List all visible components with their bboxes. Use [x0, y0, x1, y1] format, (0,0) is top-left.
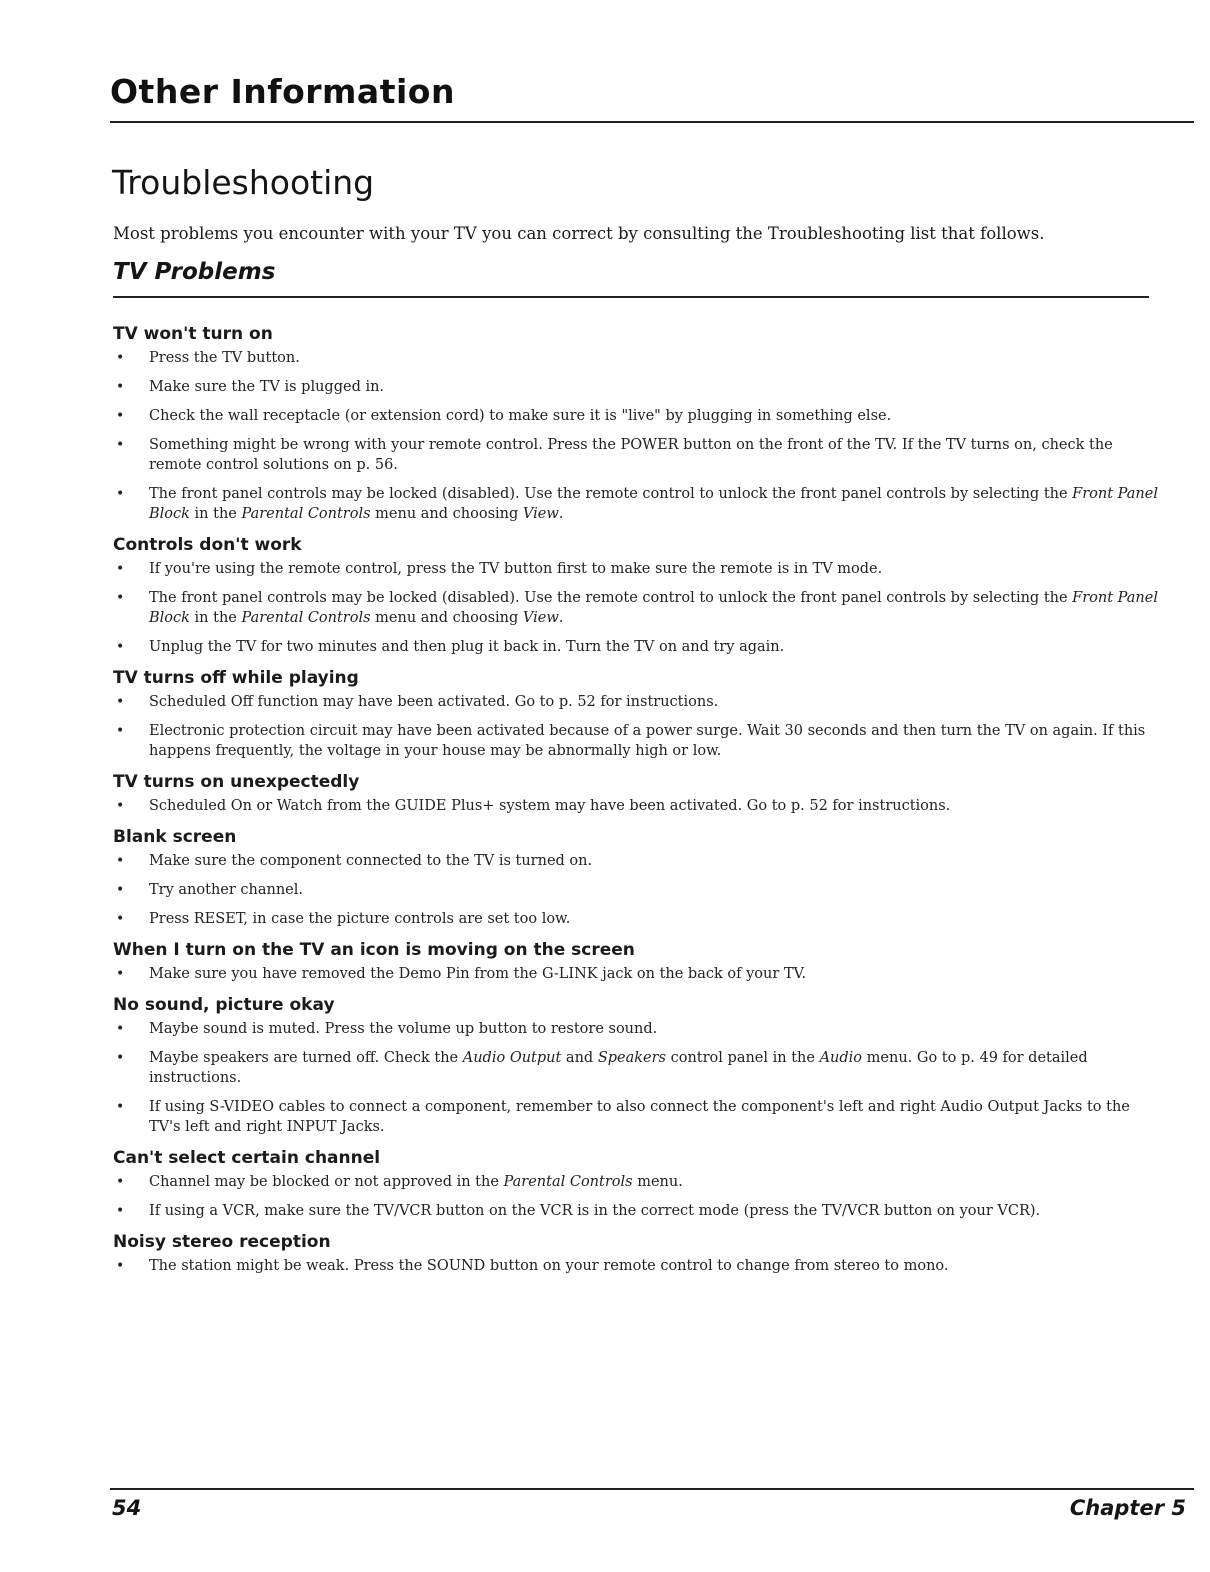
topic-controls-dont-work [113, 533, 1158, 657]
page-title: Troubleshooting [112, 163, 375, 202]
topic-noisy-stereo [113, 1230, 1158, 1276]
list-item: • Check the wall receptacle (or extension cord) to make sure it is "live" by plugging in something else. [116, 408, 892, 424]
list-item: • The front panel controls may be locked (disabled). Use the remote control to unlock the front panel controls by selecting the Front Panel Block in the Parental Controls menu and choosing View. [116, 590, 1158, 626]
list-item: • If using S-VIDEO cables to connect a component, remember to also connect the component's left and right Audio Output Jacks to the TV's left and right INPUT Jacks. [116, 1099, 1130, 1135]
topic-heading: Noisy stereo reception [113, 1232, 331, 1252]
list-item: • Make sure the TV is plugged in. [116, 379, 385, 395]
bullet-icon: • [116, 853, 125, 869]
bullet-icon: • [116, 1174, 125, 1190]
list-item: • Scheduled Off function may have been activated. Go to p. 52 for instructions. [116, 694, 719, 710]
section-divider [113, 296, 1149, 298]
topic-blank-screen [113, 825, 1158, 929]
bullet-icon: • [116, 379, 125, 395]
list-item: • Press RESET, in case the picture controls are set too low. [116, 911, 571, 927]
list-item: • Press the TV button. [116, 350, 300, 366]
topic-icon-moving [113, 938, 1158, 984]
bullet-icon: • [116, 486, 125, 502]
list-item: • Channel may be blocked or not approved in the Parental Controls menu. [116, 1174, 683, 1190]
topic-heading: Controls don't work [113, 535, 302, 555]
bullet-icon: • [116, 798, 125, 814]
list-item: • If using a VCR, make sure the TV/VCR button on the VCR is in the correct mode (press the TV/VCR button on your VCR). [116, 1203, 1041, 1219]
bullet-icon: • [116, 723, 125, 739]
bullet-icon: • [116, 882, 125, 898]
bullet-icon: • [116, 1099, 125, 1115]
topic-heading: TV turns off while playing [113, 668, 359, 688]
bullet-icon: • [116, 966, 125, 982]
bullet-icon: • [116, 1203, 125, 1219]
topic-tv-wont-turn-on [113, 322, 1158, 524]
bullet-icon: • [116, 561, 125, 577]
intro-paragraph: Most problems you encounter with your TV you can correct by consulting the Troubleshooting list that follows. [113, 224, 1045, 243]
topic-heading: TV turns on unexpectedly [113, 772, 360, 792]
bullet-icon: • [116, 437, 125, 453]
section-title: TV Problems [113, 259, 276, 285]
list-item: • Electronic protection circuit may have been activated because of a power surge. Wait 30 seconds and then turn the TV on again. If this happens frequently, the voltage in your house may be abnormally high or low. [116, 723, 1146, 759]
bullet-icon: • [116, 639, 125, 655]
list-item: • Make sure the component connected to the TV is turned on. [116, 853, 593, 869]
chapter-label: Chapter 5 [1069, 1496, 1186, 1520]
topic-heading: Blank screen [113, 827, 237, 847]
bullet-icon: • [116, 694, 125, 710]
topic-heading: Can't select certain channel [113, 1148, 381, 1168]
topic-tv-turns-on-unexpectedly [113, 770, 1158, 816]
bullet-icon: • [116, 1050, 125, 1066]
topic-cant-select-channel [113, 1146, 1158, 1221]
list-item: • Maybe sound is muted. Press the volume up button to restore sound. [116, 1021, 658, 1037]
troubleshooting-list [113, 322, 1158, 1285]
bullet-icon: • [116, 1258, 125, 1274]
bullet-icon: • [116, 590, 125, 606]
page-header-title: Other Information [110, 72, 455, 111]
header-divider [110, 121, 1194, 123]
list-item: • Something might be wrong with your remote control. Press the POWER button on the front of the TV. If the TV turns on, check the remote control solutions on p. 56. [116, 437, 1113, 473]
list-item: • Try another channel. [116, 882, 304, 898]
bullet-icon: • [116, 408, 125, 424]
list-item: • If you're using the remote control, press the TV button first to make sure the remote is in TV mode. [116, 561, 883, 577]
topic-no-sound [113, 993, 1158, 1137]
list-item: • Scheduled On or Watch from the GUIDE Plus+ system may have been activated. Go to p. 52 for instructions. [116, 798, 951, 814]
footer-divider [110, 1488, 1194, 1490]
topic-heading: No sound, picture okay [113, 995, 335, 1015]
list-item: • Make sure you have removed the Demo Pin from the G-LINK jack on the back of your TV. [116, 966, 807, 982]
topic-heading: When I turn on the TV an icon is moving on the screen [113, 940, 635, 960]
bullet-icon: • [116, 911, 125, 927]
bullet-icon: • [116, 1021, 125, 1037]
topic-tv-turns-off [113, 666, 1158, 761]
list-item: • Maybe speakers are turned off. Check the Audio Output and Speakers control panel in the Audio menu. Go to p. 49 for detailed instructions. [116, 1050, 1088, 1086]
list-item: • The front panel controls may be locked (disabled). Use the remote control to unlock the front panel controls by selecting the Front Panel Block in the Parental Controls menu and choosing View. [116, 486, 1158, 522]
list-item: • The station might be weak. Press the SOUND button on your remote control to change from stereo to mono. [116, 1258, 949, 1274]
bullet-icon: • [116, 350, 125, 366]
page-number: 54 [112, 1496, 142, 1520]
list-item: • Unplug the TV for two minutes and then plug it back in. Turn the TV on and try again. [116, 639, 785, 655]
topic-heading: TV won't turn on [113, 324, 273, 344]
